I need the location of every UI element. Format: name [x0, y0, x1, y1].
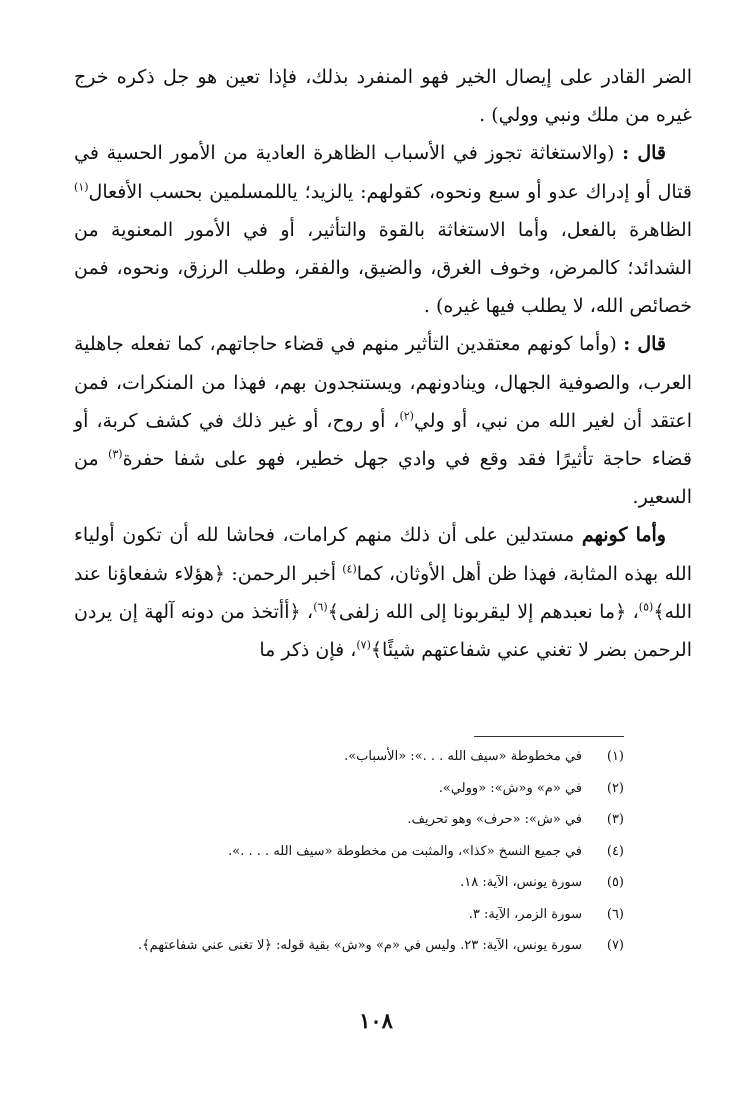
- paragraph: [74, 134, 692, 325]
- footnote-divider: [474, 736, 624, 737]
- text-run: ، فإن ذكر ما: [259, 639, 357, 662]
- footnote-number: (٢): [606, 780, 624, 796]
- paragraph: [74, 325, 692, 516]
- footnote-number: (٣): [606, 812, 624, 827]
- footnote-text: سورة يونس، الآية: ١٨.: [460, 875, 582, 890]
- text-run: أخبر الرحمن: ﴿هؤلاء شفعاؤنا عند الله﴾: [74, 562, 692, 623]
- footnote-item: [100, 936, 624, 968]
- footnote-number: (٤): [606, 843, 624, 859]
- footnote-ref[interactable]: (١): [74, 180, 89, 194]
- footnote-ref[interactable]: (٧): [356, 638, 371, 652]
- footnote-item: [100, 779, 624, 811]
- text-run: ، ﴿أأتخذ من دونه آلهة إن يردن الرحمن بضر لا تغني عني شفاعتهم شيئًا﴾: [74, 600, 692, 662]
- footnote-ref[interactable]: (٦): [313, 600, 328, 614]
- text-run: ، أو روح، أو غير ذلك في كشف كربة، أو قضاء حاجة تأثيرًا فقد وقع في وادي جهل خطير، فهو على شفا حفرة: [74, 409, 692, 471]
- text-run: الظاهرة بالفعل، وأما الاستغاثة بالقوة والتأثير، أو في الأمور المعنوية من الشدائد؛ كالمرض، وخوف الغرق، والضيق، والفقر، وطلب الرزق، ونحوه، فمن خصائص الله، لا يطلب فيها غيره) .: [74, 218, 692, 318]
- paragraph-lead: وأما كونهم: [581, 524, 666, 547]
- footnotes-section: [100, 736, 624, 968]
- text-run: من السعير.: [74, 448, 692, 509]
- footnote-number: (٧): [606, 938, 624, 953]
- footnote-number: (١): [606, 749, 624, 764]
- paragraph: [74, 58, 692, 134]
- footnote-ref[interactable]: (٤): [342, 562, 357, 576]
- footnote-ref[interactable]: (٣): [108, 447, 123, 461]
- footnote-item: [100, 905, 624, 937]
- footnote-text: في «ش»: «حرف» وهو تحريف.: [407, 812, 582, 827]
- paragraph: [74, 516, 692, 669]
- footnote-number: (٥): [606, 875, 624, 890]
- text-run: (والاستغاثة تجوز في الأسباب الظاهرة العادية من الأمور الحسية في قتال أو إدراك عدو أو سبع ونحوه، كقولهم: يالزيد؛ ياللمسلمين بحسب الأفعال: [74, 142, 692, 203]
- footnote-text: سورة الزمر، الآية: ٣.: [468, 906, 582, 922]
- footnote-text: في «م» و«ش»: «وولي».: [438, 780, 582, 796]
- footnote-text: في مخطوطة «سيف الله . . .»: «الأسباب».: [344, 749, 582, 764]
- footnote-item: [100, 747, 624, 779]
- footnote-ref[interactable]: (٥): [638, 600, 654, 614]
- footnote-item: [100, 873, 624, 905]
- text-run: الضر القادر على إيصال الخير فهو المنفرد بذلك، فإذا تعين هو جل ذكره خرج غيره من ملك ونبي وولي) .: [74, 66, 692, 127]
- text-run: (وأما كونهم معتقدين التأثير منهم في قضاء حاجاتهم، كما تفعله جاهلية العرب، والصوفية الجهال، وينادونهم، ويستنجدون بهم، فهذا من المنكرات، فمن اعتقد أن لغير الله من نبي، أو ولي: [74, 333, 693, 432]
- footnote-item: [100, 810, 624, 842]
- footnote-ref[interactable]: (٢): [399, 409, 414, 423]
- footnote-text: في جميع النسخ «كذا»، والمثبت من مخطوطة «سيف الله . . . .».: [228, 843, 582, 859]
- text-run: مستدلين على أن ذلك منهم كرامات، فحاشا لله أن تكون أولياء الله بهذه المثابة، فهذا ظن أهل الأوثان، كما: [74, 524, 692, 585]
- footnote-text: سورة يونس، الآية: ٢٣. وليس في «م» و«ش» بقية قوله: ﴿لا تغنى عني شفاعتهم﴾.: [137, 938, 582, 953]
- page-number: ١٠٨: [359, 1008, 393, 1033]
- paragraph-lead: قال :: [623, 333, 667, 356]
- footnote-number: (٦): [606, 906, 624, 922]
- footnote-item: [100, 842, 624, 874]
- paragraph-lead: قال :: [622, 142, 666, 165]
- text-run: ، ﴿ما نعبدهم إلا ليقربونا إلى الله زلفى﴾: [327, 600, 639, 623]
- main-text: [74, 58, 692, 669]
